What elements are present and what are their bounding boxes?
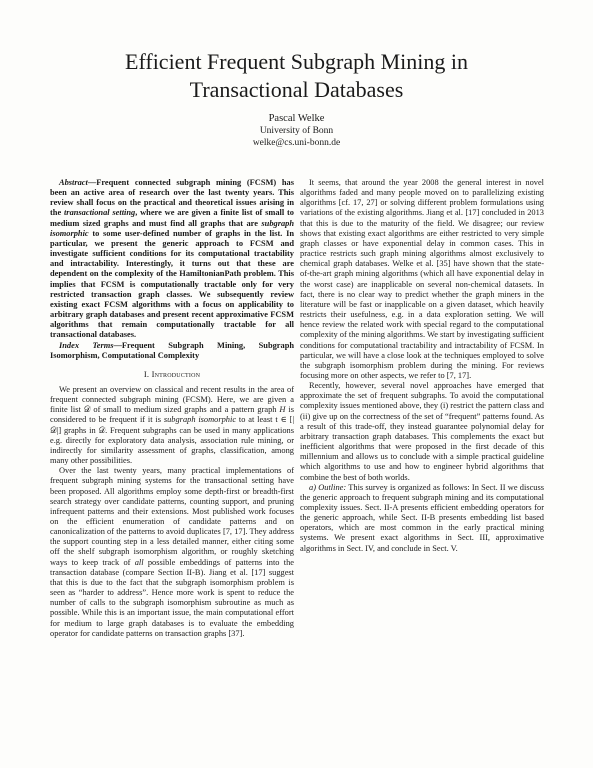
abstract-emphasis-1: transactional setting	[63, 208, 136, 218]
abstract-emphasis-2: subgraph isomorphic	[50, 218, 294, 238]
outline-paragraph	[300, 483, 544, 554]
abstract	[50, 178, 294, 341]
intro-paragraph-1	[50, 385, 294, 466]
author-affiliation: University of Bonn	[259, 126, 334, 136]
intro-p2-text-b: possible embeddings of patterns into the transaction database (compare Section II-B). Jiang et al. [17] suggest that this is due to the fact that the subgraph isomorphism problem is seen as “harder to address”. Hence more work is spent to reduce the number of calls to the subgraph isomorphism subroutine as much as possible. While this is an important issue, the main computational effort for medium to large graph databases is to evaluate the embedding operator for candidate patterns on transaction graphs [37].	[50, 557, 294, 638]
intro-p1-math-h: H	[279, 405, 286, 415]
paper-title	[0, 48, 593, 104]
intro-p1-text-a: We present an overview on classical and recent results in the area of frequent connected subgraph mining (FCSM). Here, we are given a finite list 𝒟 of small to medium sized graphs and a pattern graph	[50, 384, 294, 415]
abstract-text-1: —Frequent connected subgraph mining (FCSM) has been an active area of research over the last twenty years. This review shall focus on the practical and theoretical issues arising in the	[50, 178, 294, 218]
left-column	[50, 178, 294, 639]
intro-p2-text-a: Over the last twenty years, many practical implementations of frequent subgraph mining systems for the transactional setting have been proposed. All algorithms employ some depth-first or breadth-first search strategy over candidate patterns, counting support, and pruning infrequent patterns and their extensions. Most published work focuses on the efficient enumeration of candidate patterns and on canonicalization of the patterns to avoid duplicates [7, 17]. They address the support counting step in a less detailed manner, either citing some off the shelf subgraph isomorphism algorithm, or roughly sketching ways to keep track of	[50, 466, 294, 567]
outline-text: This survey is organized as follows: In Sect. II we discuss the generic approach to frequent subgraph mining and its computational complexity issues. Sect. II-A presents efficient embedding operators for the generic approach, while Sect. II-B presents embedding list based operators, which are most common in the early practical mining systems. We present exact algorithms in Sect. III, approximative algorithms in Sect. IV, and conclude in Sect. V.	[300, 482, 544, 553]
abstract-label: Abstract	[59, 178, 88, 187]
author-block	[0, 112, 593, 149]
right-paragraph-2: Recently, however, several novel approaches have emerged that approximate the set of frequent subgraphs. To avoid the computational complexity issues mentioned above, they (i) restrict the pattern class and (ii) give up on the correctness of the set of “frequent” patterns found. As a result of this trade-off, they instead guarantee polynomial delay for arbitrary transaction graph databases. This complements the exact but inefficient algorithms that were proposed in the first decade of this millennium and allows us to conclude with a simple practical guideline which algorithms to use and how to engineer hybrid algorithms that combine the best of both worlds.	[300, 381, 544, 482]
index-terms-label: Index Terms	[59, 340, 114, 350]
title-line-1: Efficient Frequent Subgraph Mining in	[125, 49, 468, 74]
intro-p1-text-c: to at least t ∈ [|𝒟|] graphs in 𝒟. Frequent subgraphs can be used in many applications e.g. directly for exploratory data analysis, association rule mining, or indirectly for similarity assessment of graphs, classification, among many other possibilities.	[50, 415, 295, 466]
section-heading-introduction: I. Introduction	[143, 368, 201, 379]
intro-p2-emphasis: all	[134, 557, 144, 567]
title-line-2: Transactional Databases	[189, 77, 404, 102]
abstract-text-3: to some user-defined number of graphs in the list. In particular, we present the generic approach to FCSM and investigate sufficient conditions for its computational tractability and intractability. Interestingly, it turns out that these are dependent on the complexity of the HamiltonianPath problem. This implies that FCSM is computationally tractable only for very restricted transaction graph classes. We subsequently review existing exact FCSM algorithms with a focus on applicability to arbitrary graph databases and present recent approximative FCSM algorithms that remain computationally tractable for all transactional databases.	[50, 228, 294, 340]
intro-paragraph-2	[50, 466, 294, 639]
intro-p1-text-b: is considered to be frequent if it is	[50, 405, 294, 425]
index-terms-text: —Frequent Subgraph Mining, Subgraph Isomorphism, Computational Complexity	[50, 340, 295, 360]
right-column	[300, 178, 544, 554]
right-paragraph-1: It seems, that around the year 2008 the general interest in novel algorithms faded and many people moved on to parallelizing existing algorithms [cf. 17, 27] or solving different problem formulations using variations of the existing algorithms. Jiang et al. [17] concluded in 2013 that this is due to the maturity of the field. We disagree; our review shows that existing exact algorithms are either restricted to very simple graph classes or have exponential delay in common cases. This in practice restricts such graph mining algorithms almost exclusively to chemical graph databases. Welke et al. [35] have shown that the state-of-the-art graph mining algorithms (which all have exponential delay in the worst case) are inapplicable on several non-chemical datasets. In fact, there is no clear way to predict whether the graph miners in the literature will be fast or inapplicable on a given dataset, which heavily restricts their usefulness, e.g. in a data exploration setting. We will hence review the related work with special regard to the computational complexity of the mining algorithms. We start by investigating sufficient conditions for computational tractability and intractability of FCSM. In particular, we will have a close look at the techniques employed to solve the subgraph isomorphism problem during the mining. For reviews focusing more on other aspects, we refer to [7, 17].	[300, 178, 544, 380]
abstract-text-2: , where we are given a finite list of small to medium sized graphs and must find all graphs that are	[50, 208, 294, 228]
author-name: Pascal Welke	[268, 113, 325, 124]
intro-p1-emphasis: subgraph isomorphic	[163, 415, 237, 425]
author-email: welke@cs.uni-bonn.de	[252, 138, 341, 148]
index-terms	[50, 341, 294, 361]
outline-label: a) Outline:	[309, 482, 347, 492]
